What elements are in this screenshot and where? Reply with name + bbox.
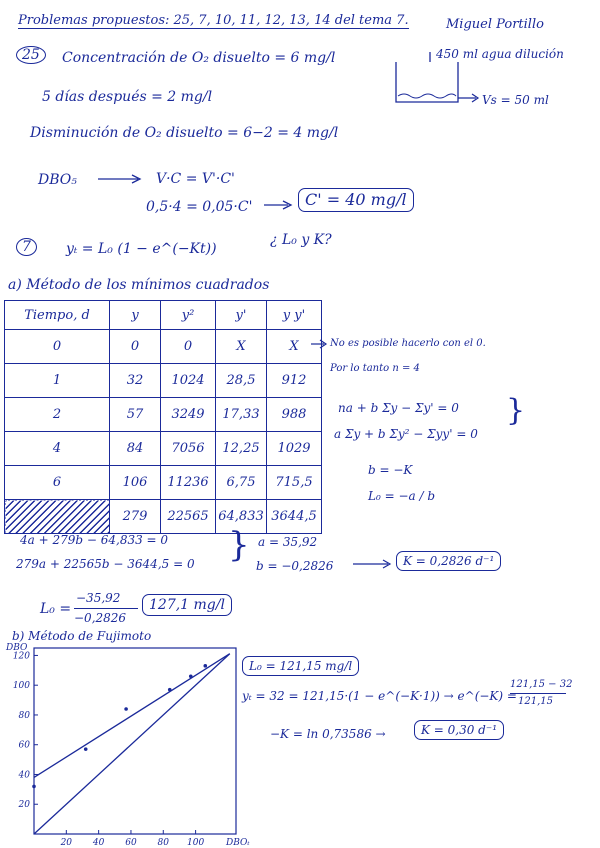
table-cell: X [216,330,267,364]
oxygen-decrease-line: Disminución de O₂ disuelto = 6−2 = 4 mg/l [30,125,339,141]
a-value: a = 35,92 [258,535,318,549]
table-cell: X [267,330,322,364]
table-row [5,364,322,398]
table-cell: 4 [5,432,110,466]
solve-equation-1: 4a + 279b − 64,833 = 0 [20,533,169,547]
x-tick-label: 60 [125,838,137,848]
table-cell: 912 [267,364,322,398]
table-cell: 1029 [267,432,322,466]
table-cell: 279 [110,500,161,534]
dbo-equation: V·C = V'·C' [156,171,235,187]
data-point [124,707,128,711]
fujimoto-chart [0,636,250,848]
arrow-icon [96,172,146,186]
table-cell: 6 [5,466,110,500]
solve-equation-2: 279a + 22565b − 3644,5 = 0 [16,557,195,571]
brace-icon: } [506,393,526,428]
dbo-result-box: C' = 40 mg/l [298,188,414,212]
fujimoto-equation: yₜ = 32 = 121,15·(1 − e^(−K·1)) → e^(−K) = [242,689,517,703]
table-totals-row [5,500,322,534]
table-cell: 2 [5,398,110,432]
bod-equation: yₜ = L₀ (1 − e^(−Kt)) [66,241,217,257]
x-tick-label: 40 [92,838,105,848]
least-squares-heading: a) Método de los mínimos cuadrados [8,277,270,293]
note-n: Por lo tanto n = 4 [330,363,420,374]
col-yprime: y' [216,301,267,330]
y-tick-label: 20 [18,800,30,811]
table-cell: 1 [5,364,110,398]
dbo5-label: DBO₅ [38,172,77,188]
dbo-calculation: 0,5·4 = 0,05·C' [146,199,253,215]
k-result-box: K = 0,2826 d⁻¹ [396,551,501,571]
problem-7-number: 7 [16,238,37,256]
table-cell: 3249 [161,398,216,432]
col-yyprime: y y' [267,301,322,330]
brace-icon: } [228,525,250,565]
page-title: Problemas propuestos: 25, 7, 10, 11, 12, 13, 14 del tema 7. [18,13,409,28]
relation-lo: L₀ = −a / b [368,489,436,503]
y-tick-label: 120 [12,651,30,662]
fujimoto-fraction-numerator: 121,15 − 32 [510,679,573,690]
x-tick-label: 20 [60,838,73,848]
y-tick-label: 80 [18,710,30,721]
table-row [5,330,322,364]
x-axis-label: DBOₜ [226,838,250,848]
problem-25-number: 25 [16,46,46,64]
author-name: Miguel Portillo [446,17,544,32]
table-cell: 0 [110,330,161,364]
y-tick-label: 100 [12,681,30,692]
normal-equation-1: na + b Σy − Σy' = 0 [338,401,459,415]
table-cell: 0 [161,330,216,364]
arrow-icon [352,558,396,570]
data-point [203,664,207,668]
table-cell: 28,5 [216,364,267,398]
table-cell: 7056 [161,432,216,466]
table-cell: 106 [110,466,161,500]
table-row [5,432,322,466]
lo-numerator: −35,92 [76,591,121,605]
data-point [168,688,172,692]
table-cell: 715,5 [267,466,322,500]
col-tiempo: Tiempo, d [5,301,110,330]
unknowns-question: ¿ L₀ y K? [270,232,332,248]
fit-line [34,654,230,778]
table-header-row [5,301,322,330]
normal-equation-2: a Σy + b Σy² − Σyy' = 0 [334,427,478,441]
table-cell: 12,25 [216,432,267,466]
table-cell: 17,33 [216,398,267,432]
fujimoto-fraction-denominator: 121,15 [518,696,553,707]
ln-equation: −K = ln 0,73586 → [270,727,386,741]
y-tick-label: 60 [18,740,30,751]
note-zero: No es posible hacerlo con el 0. [330,338,486,349]
arrow-icon [262,198,296,212]
table-cell: 64,833 [216,500,267,534]
table-cell: 22565 [161,500,216,534]
fraction-bar [510,693,566,694]
five-days-line: 5 días después = 2 mg/l [42,89,213,105]
least-squares-table [4,300,322,534]
table-cell: 11236 [161,466,216,500]
fraction-bar [74,608,138,609]
table-row [5,466,322,500]
x-tick-label: 80 [157,838,170,848]
table-row [5,398,322,432]
b-value: b = −0,2826 [256,559,334,573]
sample-volume-label: Vs = 50 ml [482,93,549,107]
dilution-water-label: 450 ml agua dilución [436,47,564,61]
table-cell: 1024 [161,364,216,398]
table-cell-hatched [5,500,110,534]
lo-fujimoto-box: L₀ = 121,15 mg/l [242,656,359,676]
col-y: y [110,301,161,330]
table-cell: 57 [110,398,161,432]
table-cell: 32 [110,364,161,398]
oxygen-concentration-line: Concentración de O₂ disuelto = 6 mg/l [62,50,336,66]
table-cell: 6,75 [216,466,267,500]
col-y2: y² [161,301,216,330]
data-point [84,747,88,751]
table-cell: 0 [5,330,110,364]
fujimoto-heading: b) Método de Fujimoto [12,629,152,643]
table-cell: 988 [267,398,322,432]
y-axis-label: DBO [6,643,28,653]
y-tick-label: 40 [18,770,30,781]
lo-label: L₀ = [40,601,72,617]
x-tick-label: 100 [187,838,205,848]
data-point [32,785,36,789]
lo-denominator: −0,2826 [74,611,127,625]
identity-line [34,654,230,834]
arrow-icon [310,338,330,350]
relation-b: b = −K [368,463,413,477]
k-fujimoto-box: K = 0,30 d⁻¹ [414,720,504,740]
table-cell: 3644,5 [267,500,322,534]
lo-result-box: 127,1 mg/l [142,594,232,616]
data-point [189,674,193,678]
table-cell: 84 [110,432,161,466]
